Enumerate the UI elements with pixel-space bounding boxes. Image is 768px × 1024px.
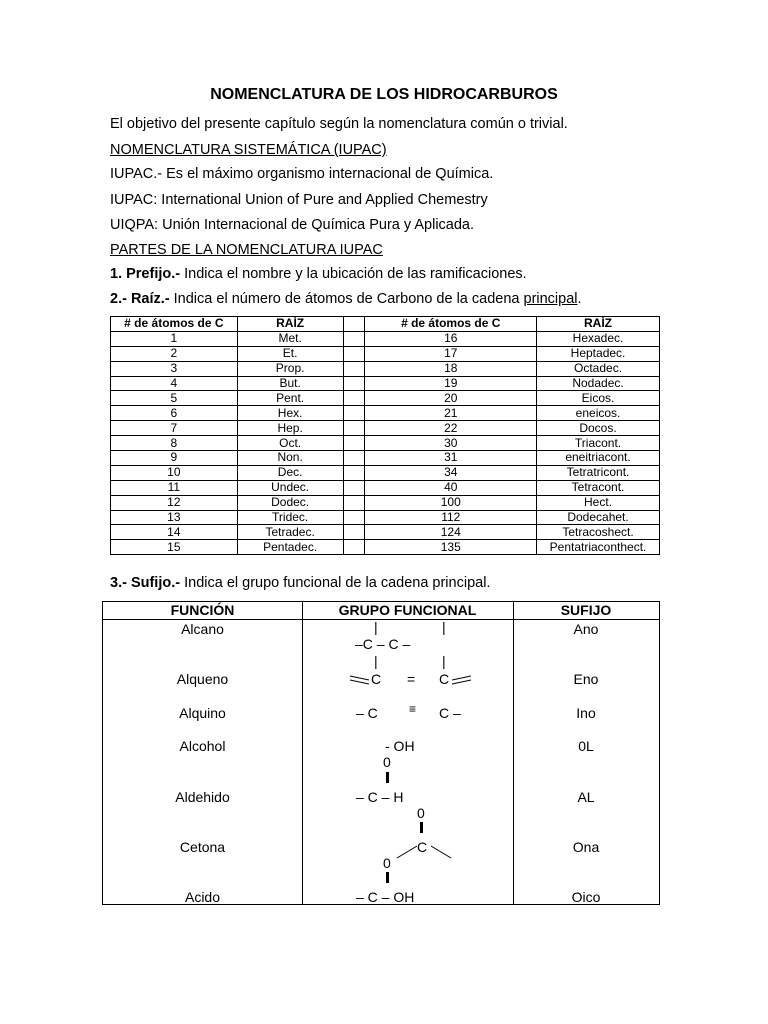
roots-header-atoms-right: # de átomos de C <box>365 317 537 332</box>
root-prefix-left: Pentadec. <box>237 540 343 555</box>
suffix-al: AL <box>577 789 595 805</box>
atoms-count-right: 22 <box>365 421 537 436</box>
suffix-ol: 0L <box>578 738 594 754</box>
atoms-count-left: 12 <box>111 495 238 510</box>
root-prefix-left: Hep. <box>237 421 343 436</box>
atoms-count-right: 100 <box>365 495 537 510</box>
cetona-oxygen: 0 <box>417 805 425 821</box>
root-prefix-right: eneicos. <box>537 406 660 421</box>
roots-table-row <box>111 451 660 466</box>
suffix-header-grupo: GRUPO FUNCIONAL <box>338 602 477 618</box>
spacer-cell <box>343 540 365 555</box>
root-prefix-right: eneitriacont. <box>537 451 660 466</box>
atoms-count-left: 6 <box>111 406 238 421</box>
atoms-count-right: 135 <box>365 540 537 555</box>
alqueno-right-bonds-icon <box>451 672 473 686</box>
root-prefix-right: Eicos. <box>537 391 660 406</box>
atoms-count-left: 5 <box>111 391 238 406</box>
roots-table-row <box>111 495 660 510</box>
roots-table-row <box>111 510 660 525</box>
roots-header-root-left: RAÍZ <box>237 317 343 332</box>
function-alcohol: Alcohol <box>179 738 226 754</box>
spacer-cell <box>343 525 365 540</box>
roots-table-row <box>111 540 660 555</box>
function-aldehido: Aldehido <box>175 789 230 805</box>
spacer-cell <box>343 376 365 391</box>
atoms-count-left: 10 <box>111 465 238 480</box>
root-prefix-right: Docos. <box>537 421 660 436</box>
spacer-cell <box>343 495 365 510</box>
atoms-count-right: 21 <box>365 406 537 421</box>
alqueno-bond-up-right: | <box>442 653 446 669</box>
root-prefix-left: But. <box>237 376 343 391</box>
roots-table-row <box>111 480 660 495</box>
aldehido-oxygen: 0 <box>383 754 391 770</box>
root-prefix-right: Dodecahet. <box>537 510 660 525</box>
atoms-count-left: 8 <box>111 436 238 451</box>
atoms-count-left: 4 <box>111 376 238 391</box>
iupac-english-name: IUPAC: International Union of Pure and Applied Chemestry <box>110 192 488 208</box>
prefijo-label: 1. Prefijo.- <box>110 266 181 282</box>
acido-oxygen: 0 <box>383 855 391 871</box>
atoms-count-right: 18 <box>365 361 537 376</box>
raiz-paragraph <box>110 291 582 307</box>
roots-table-row <box>111 346 660 361</box>
raiz-text: Indica el número de átomos de Carbono de la cadena <box>169 291 524 307</box>
spacer-cell <box>343 465 365 480</box>
suffix-header-funcion: FUNCIÓN <box>170 602 235 618</box>
prefijo-text: Indica el nombre y la ubicación de las ramificaciones. <box>180 266 527 282</box>
suffix-header-sufijo: SUFIJO <box>560 602 612 618</box>
alcano-chain: –C – C – <box>355 636 411 652</box>
spacer-cell <box>343 361 365 376</box>
roots-table-row <box>111 421 660 436</box>
cetona-right-bond-icon <box>429 842 453 860</box>
roots-header-root-right: RAÍZ <box>537 317 660 332</box>
alqueno-double-bond: = <box>407 671 416 687</box>
atoms-count-right: 20 <box>365 391 537 406</box>
alcano-bond-up-left: | <box>374 619 378 635</box>
atoms-count-right: 34 <box>365 465 537 480</box>
root-prefix-left: Tetradec. <box>237 525 343 540</box>
suffix-eno: Eno <box>573 671 599 687</box>
root-prefix-right: Triacont. <box>537 436 660 451</box>
sufijo-paragraph <box>110 575 490 591</box>
root-prefix-right: Tetracont. <box>537 480 660 495</box>
root-prefix-right: Hect. <box>537 495 660 510</box>
function-cetona: Cetona <box>179 839 226 855</box>
aldehido-chain: – C – H <box>356 789 404 805</box>
root-prefix-left: Non. <box>237 451 343 466</box>
roots-table-row <box>111 436 660 451</box>
spacer-cell <box>343 510 365 525</box>
function-alquino: Alquino <box>179 705 226 721</box>
root-prefix-right: Tetratricont. <box>537 465 660 480</box>
alqueno-bond-up-left: | <box>374 653 378 669</box>
roots-table-body <box>111 331 660 554</box>
atoms-count-left: 9 <box>111 451 238 466</box>
roots-header-spacer <box>343 317 365 332</box>
root-prefix-left: Dec. <box>237 465 343 480</box>
roots-table-row <box>111 465 660 480</box>
atoms-count-left: 3 <box>111 361 238 376</box>
spacer-cell <box>343 331 365 346</box>
alquino-carbon-left: – C <box>356 705 378 721</box>
root-prefix-right: Tetracoshect. <box>537 525 660 540</box>
cetona-carbon: C <box>417 839 428 855</box>
root-prefix-left: Tridec. <box>237 510 343 525</box>
root-prefix-left: Hex. <box>237 406 343 421</box>
roots-table-row <box>111 406 660 421</box>
alqueno-carbon-right: C <box>439 671 450 687</box>
roots-header-atoms-left: # de átomos de C <box>111 317 238 332</box>
spacer-cell <box>343 480 365 495</box>
suffix-oico: Oico <box>571 889 601 905</box>
atoms-count-left: 2 <box>111 346 238 361</box>
roots-header-row <box>111 317 660 332</box>
heading-partes: PARTES DE LA NOMENCLATURA IUPAC <box>110 242 383 258</box>
atoms-count-left: 15 <box>111 540 238 555</box>
suffix-column-divider <box>302 602 303 904</box>
atoms-count-right: 112 <box>365 510 537 525</box>
atoms-count-right: 31 <box>365 451 537 466</box>
roots-table-row <box>111 331 660 346</box>
spacer-cell <box>343 451 365 466</box>
root-prefix-right: Pentatriaconthect. <box>537 540 660 555</box>
alqueno-carbon-left: C <box>371 671 382 687</box>
spacer-cell <box>343 346 365 361</box>
raiz-label: 2.- Raíz.- <box>110 291 170 307</box>
raiz-end: . <box>577 291 582 307</box>
atoms-count-right: 19 <box>365 376 537 391</box>
iupac-definition: IUPAC.- Es el máximo organismo internacional de Química. <box>110 166 494 182</box>
suffix-table <box>102 601 660 905</box>
root-prefix-left: Et. <box>237 346 343 361</box>
suffix-ano: Ano <box>573 621 599 637</box>
suffix-ino: Ino <box>576 705 596 721</box>
root-prefix-left: Met. <box>237 331 343 346</box>
roots-table <box>110 316 660 555</box>
alcano-bond-up-right: | <box>442 619 446 635</box>
alquino-triple-bond: ≡ <box>409 702 417 716</box>
root-prefix-right: Octadec. <box>537 361 660 376</box>
alqueno-left-bonds-icon <box>349 672 371 686</box>
spacer-cell <box>343 406 365 421</box>
atoms-count-right: 40 <box>365 480 537 495</box>
atoms-count-left: 11 <box>111 480 238 495</box>
atoms-count-right: 16 <box>365 331 537 346</box>
suffix-ona: Ona <box>572 839 600 855</box>
spacer-cell <box>343 421 365 436</box>
roots-table-row <box>111 525 660 540</box>
acido-double-bond <box>386 872 389 883</box>
atoms-count-right: 17 <box>365 346 537 361</box>
atoms-count-left: 1 <box>111 331 238 346</box>
acido-chain: – C – OH <box>356 889 415 905</box>
roots-table-row <box>111 361 660 376</box>
iupac-spanish-name: UIQPA: Unión Internacional de Química Pura y Aplicada. <box>110 217 475 233</box>
atoms-count-left: 13 <box>111 510 238 525</box>
function-alqueno: Alqueno <box>176 671 229 687</box>
cetona-left-bond-icon <box>395 842 419 860</box>
intro-text: El objetivo del presente capítulo según la nomenclatura común o trivial. <box>110 116 568 132</box>
heading-iupac: NOMENCLATURA SISTEMÁTICA (IUPAC) <box>110 142 387 158</box>
function-acido: Acido <box>184 889 221 905</box>
roots-table-row <box>111 391 660 406</box>
aldehido-double-bond <box>386 772 389 783</box>
root-prefix-right: Hexadec. <box>537 331 660 346</box>
root-prefix-right: Nodadec. <box>537 376 660 391</box>
root-prefix-left: Undec. <box>237 480 343 495</box>
prefijo-paragraph <box>110 266 527 282</box>
root-prefix-left: Oct. <box>237 436 343 451</box>
atoms-count-right: 30 <box>365 436 537 451</box>
atoms-count-right: 124 <box>365 525 537 540</box>
sufijo-text: Indica el grupo funcional de la cadena principal. <box>180 575 491 591</box>
alcohol-group: - OH <box>385 738 415 754</box>
spacer-cell <box>343 436 365 451</box>
sufijo-label: 3.- Sufijo.- <box>110 575 181 591</box>
root-prefix-left: Dodec. <box>237 495 343 510</box>
cetona-double-bond <box>420 822 423 833</box>
root-prefix-left: Prop. <box>237 361 343 376</box>
page-title: NOMENCLATURA DE LOS HIDROCARBUROS <box>210 86 558 103</box>
raiz-underlined-word: principal <box>523 291 578 307</box>
roots-table-row <box>111 376 660 391</box>
root-prefix-left: Pent. <box>237 391 343 406</box>
spacer-cell <box>343 391 365 406</box>
atoms-count-left: 14 <box>111 525 238 540</box>
alquino-carbon-right: C – <box>439 705 461 721</box>
root-prefix-right: Heptadec. <box>537 346 660 361</box>
atoms-count-left: 7 <box>111 421 238 436</box>
function-alcano: Alcano <box>181 621 224 637</box>
